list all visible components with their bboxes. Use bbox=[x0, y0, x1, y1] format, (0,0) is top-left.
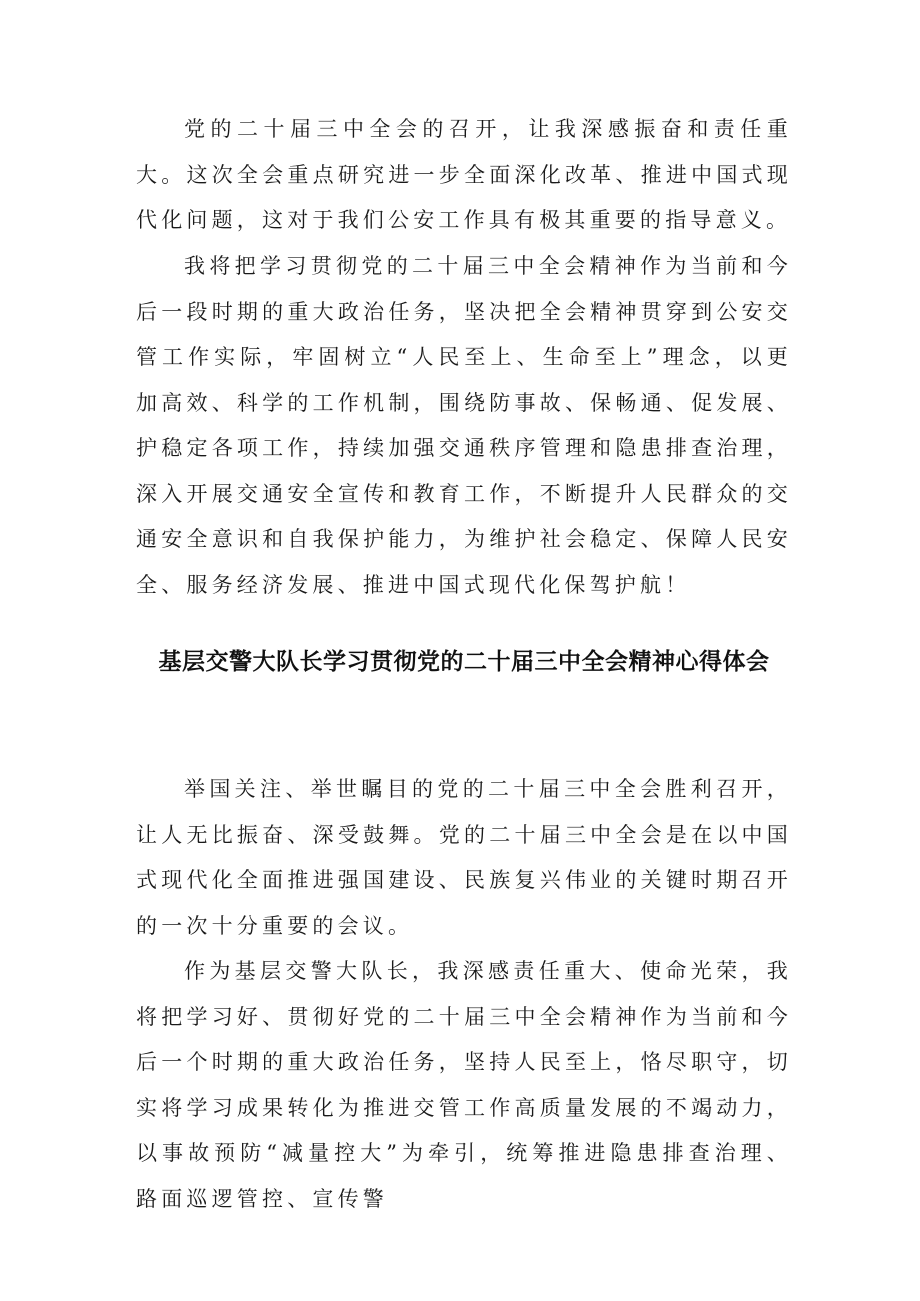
paragraph-4: 作为基层交警大队长，我深感责任重大、使命光荣，我将把学习好、贯彻好党的二十届三中全会精神作为当前和今后一个时期的重大政治任务，坚持人民至上，恪尽职守，切实将学习成果转化为推进交管工作高质量发展的不竭动力，以事故预防“减量控大”为牵引，统筹推进隐患排查治理、路面巡逻管控、宣传警 bbox=[136, 959, 792, 1211]
paragraph-1: 党的二十届三中全会的召开，让我深感振奋和责任重大。这次全会重点研究进一步全面深化改革、推进中国式现代化问题，这对于我们公安工作具有极其重要的指导意义。 bbox=[136, 117, 792, 232]
paragraph-3: 举国关注、举世瞩目的党的二十届三中全会胜利召开，让人无比振奋、深受鼓舞。党的二十届三中全会是在以中国式现代化全面推进强国建设、民族复兴伟业的关键时期召开的一次十分重要的会议。 bbox=[136, 777, 792, 938]
paragraph-2: 我将把学习贯彻党的二十届三中全会精神作为当前和今后一段时期的重大政治任务，坚决把全会精神贯穿到公安交管工作实际，牢固树立“人民至上、生命至上”理念，以更加高效、科学的工作机制，围绕防事故、保畅通、促发展、护稳定各项工作，持续加强交通秩序管理和隐患排查治理，深入开展交通安全宣传和教育工作，不断提升人民群众的交通安全意识和自我保护能力，为维护社会稳定、保障人民安全、服务经济发展、推进中国式现代化保驾护航！ bbox=[136, 254, 792, 597]
section-title: 基层交警大队长学习贯彻党的二十届三中全会精神心得体会 bbox=[158, 649, 770, 675]
